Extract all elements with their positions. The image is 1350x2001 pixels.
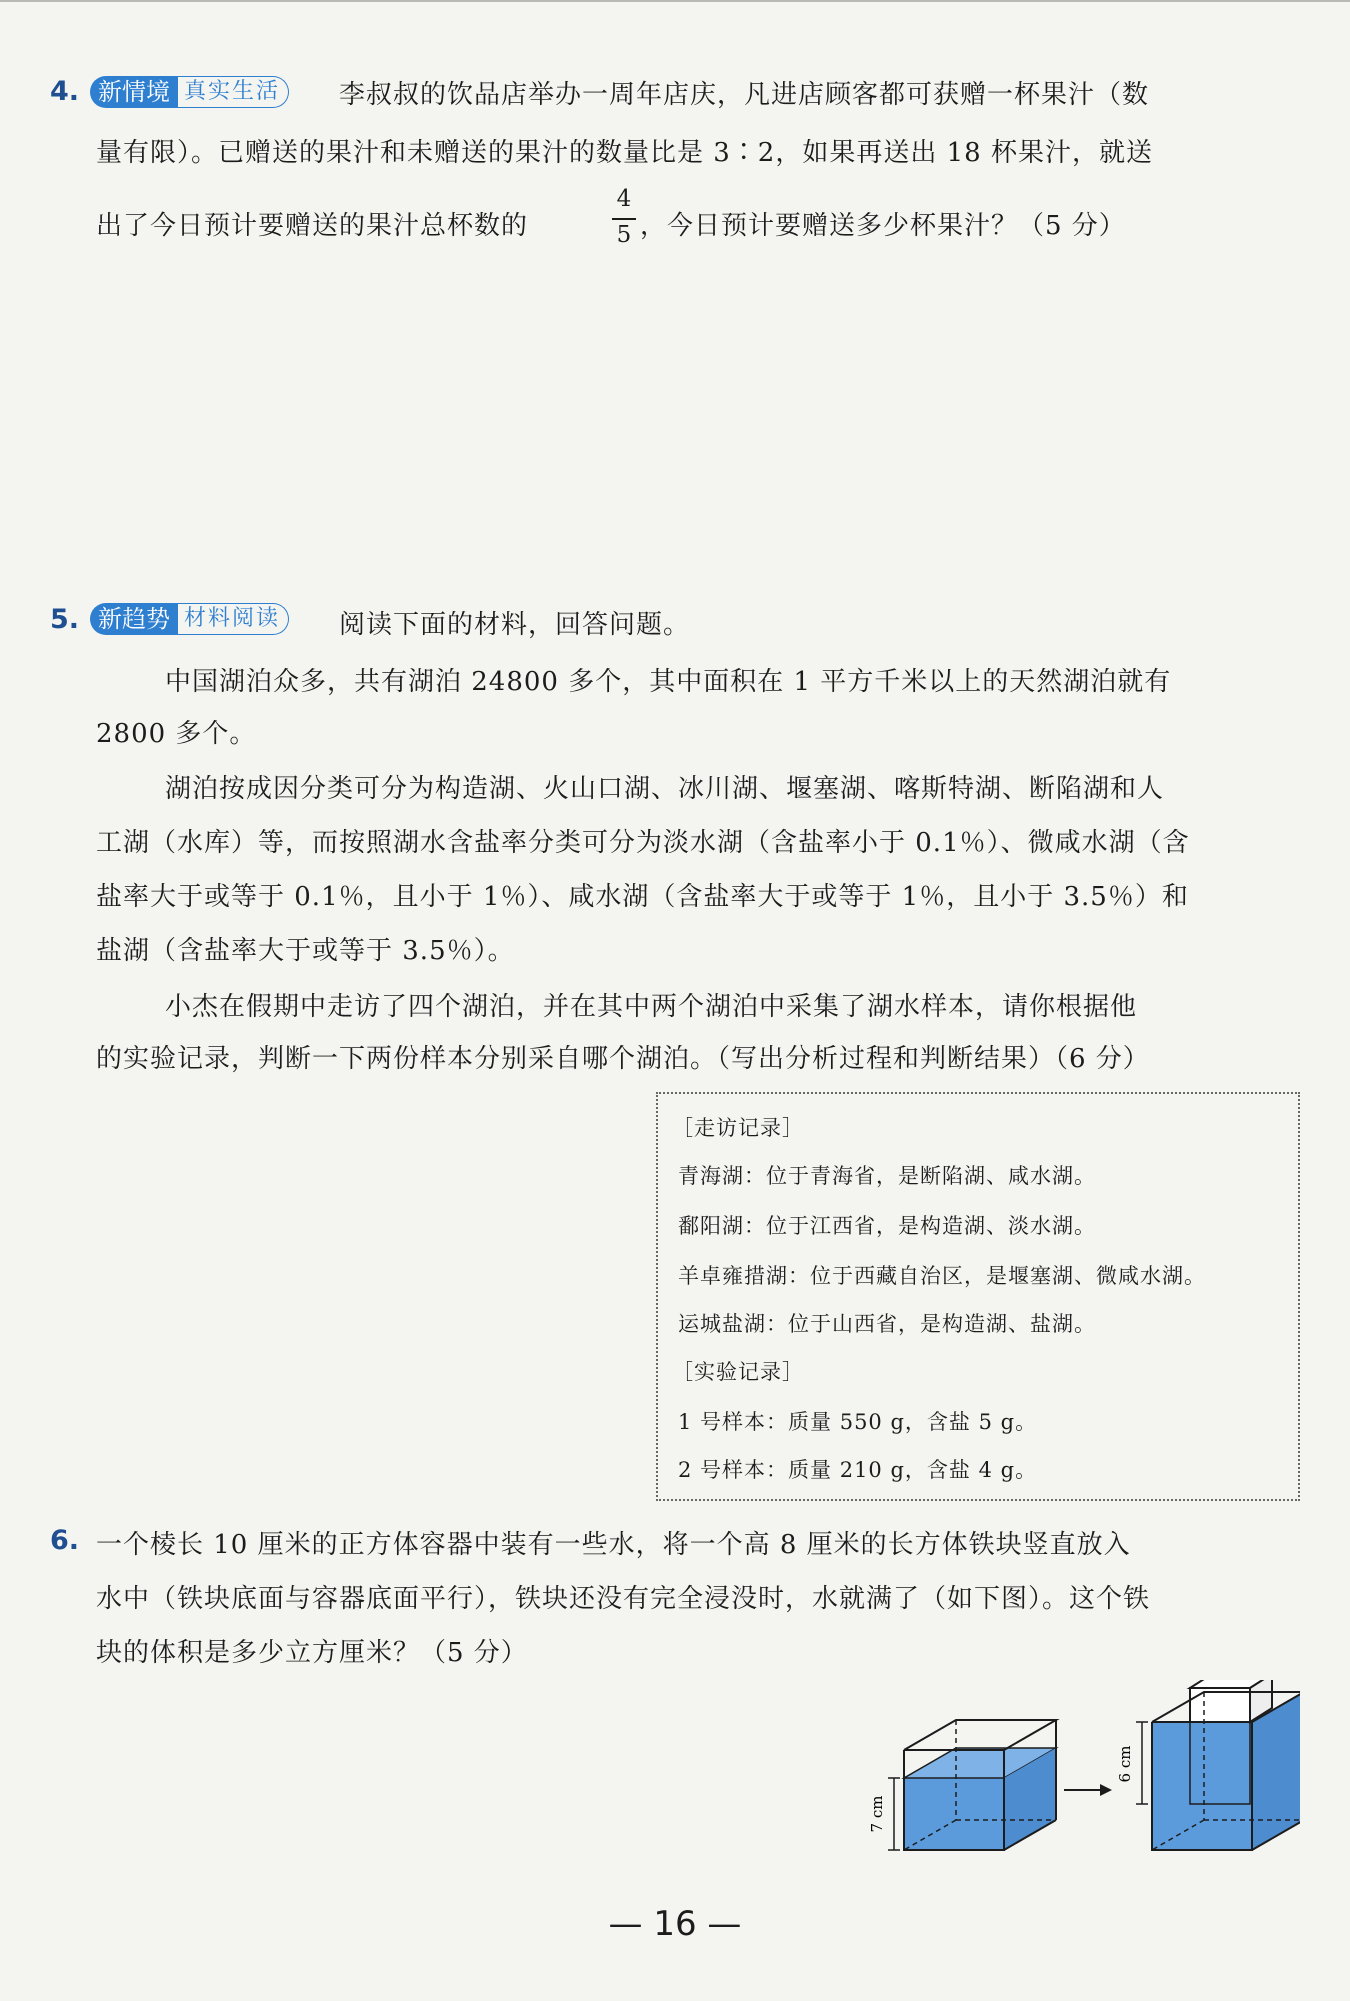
q5-para2-line2: 工湖（水库）等，而按照湖水含盐率分类可分为淡水湖（含盐率小于 0.1％）、微咸水湖（含 — [96, 828, 1190, 858]
q4-fraction-denominator: 5 — [616, 222, 632, 248]
experiment-record-title: ［实验记录］ — [672, 1360, 804, 1384]
q4-tag-real-life: 真实生活 — [178, 76, 289, 108]
q5-para2-line1: 湖泊按成因分类可分为构造湖、火山口湖、冰川湖、堰塞湖、喀斯特湖、断陷湖和人 — [165, 774, 1165, 804]
visit-record-item: 羊卓雍措湖：位于西藏自治区，是堰塞湖、微咸水湖。 — [678, 1264, 1206, 1288]
iron-block-front — [1190, 1688, 1250, 1722]
page-number: — 16 — — [608, 1904, 742, 1944]
left-container — [868, 1720, 1056, 1850]
q4-line-3a: 出了今日预计要赠送的果汁总杯数的 — [96, 211, 529, 241]
q4-number: 4. — [50, 76, 80, 107]
q6-line-1: 一个棱长 10 厘米的正方体容器中装有一些水，将一个高 8 厘米的长方体铁块竖直放入 — [96, 1530, 1131, 1560]
q5-para3-line2: 的实验记录，判断一下两份样本分别采自哪个湖泊。（写出分析过程和判断结果）（6 分） — [96, 1044, 1150, 1074]
experiment-record-item: 1 号样本：质量 550 g，含盐 5 g。 — [678, 1410, 1038, 1434]
visit-record-item: 鄱阳湖：位于江西省，是构造湖、淡水湖。 — [678, 1214, 1096, 1238]
q5-para1-line2: 2800 多个。 — [96, 719, 257, 749]
q5-para2-line3: 盐率大于或等于 0.1％，且小于 1％）、咸水湖（含盐率大于或等于 1％，且小于 3.5％）和 — [96, 882, 1189, 912]
q5-intro: 阅读下面的材料，回答问题。 — [339, 610, 691, 640]
left-height-label: 7 cm — [868, 1795, 886, 1833]
q4-fraction-numerator: 4 — [616, 186, 632, 212]
visit-record-item: 青海湖：位于青海省，是断陷湖、咸水湖。 — [678, 1164, 1096, 1188]
q4-fraction-bar — [612, 218, 636, 220]
q5-tag-new-trend: 新趋势 — [90, 603, 178, 635]
q4-tag — [90, 76, 289, 108]
q4-line-2: 量有限）。已赠送的果汁和未赠送的果汁的数量比是 3∶2，如果再送出 18 杯果汁，就送 — [96, 138, 1153, 168]
q6-line-3: 块的体积是多少立方厘米？（5 分） — [96, 1638, 528, 1668]
right-height-label: 6 cm — [1116, 1745, 1134, 1783]
left-water-front — [904, 1778, 1004, 1850]
q4-line-1: 李叔叔的饮品店举办一周年店庆，凡进店顾客都可获赠一杯果汁（数 — [339, 80, 1150, 110]
experiment-record-item: 2 号样本：质量 210 g，含盐 4 g。 — [678, 1458, 1038, 1482]
q4-tag-new-context: 新情境 — [90, 76, 178, 108]
q6-line-2: 水中（铁块底面与容器底面平行），铁块还没有完全浸没时，水就满了（如下图）。这个铁 — [96, 1584, 1151, 1614]
q5-tag — [90, 603, 289, 635]
right-water-front — [1152, 1722, 1252, 1850]
q5-para1-line1: 中国湖泊众多，共有湖泊 24800 多个，其中面积在 1 平方千米以上的天然湖泊就有 — [165, 667, 1172, 697]
top-rule — [0, 0, 1350, 2]
q5-para3-line1: 小杰在假期中走访了四个湖泊，并在其中两个湖泊中采集了湖水样本，请你根据他 — [165, 992, 1138, 1022]
visit-record-title: ［走访记录］ — [672, 1116, 804, 1140]
right-container — [1116, 1680, 1300, 1850]
q6-number: 6. — [50, 1525, 80, 1556]
q4-line-3b: ，今日预计要赠送多少杯果汁？（5 分） — [640, 211, 1126, 241]
visit-record-item: 运城盐湖：位于山西省，是构造湖、盐湖。 — [678, 1312, 1096, 1336]
arrow-icon — [1064, 1784, 1112, 1796]
record-box — [656, 1092, 1300, 1501]
cube-container-figure — [860, 1680, 1300, 1860]
q5-tag-material-reading: 材料阅读 — [178, 603, 289, 635]
q5-number: 5. — [50, 604, 80, 635]
q5-para2-line4: 盐湖（含盐率大于或等于 3.5％）。 — [96, 936, 515, 966]
